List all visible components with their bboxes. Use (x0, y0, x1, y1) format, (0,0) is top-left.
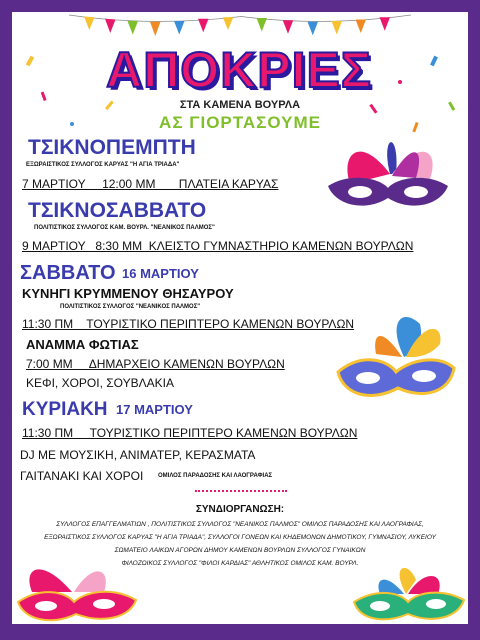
footer-line: ΕΞΩΡΑΙΣΤΙΚΟΣ ΣΥΛΛΟΓΟΣ ΚΑΡΥΑΣ "Η ΑΓΙΑ ΤΡΙΑΔΑ", ΣΥΛΛΟΓΟΙ ΓΟΝΕΩΝ ΚΑΙ ΚΗΔΕΜΟΝΩΝ ΔΗΜΟΤΙΚΟΥ, ΓΥΜΝΑΣΙΟΥ, ΛΥΚΕΙΟΥ (44, 534, 436, 541)
event-saturday-day: ΣΑΒΒΑΤΟ (20, 262, 116, 284)
poster (12, 12, 468, 624)
carnival-mask-icon (332, 302, 458, 412)
event-tsiknopempti-organizer: ΕΞΩΡΑΙΣΤΙΚΟΣ ΣΥΛΛΟΓΟΣ ΚΑΡΥΑΣ "Η ΑΓΙΑ ΤΡΙΑΔΑ" (26, 162, 180, 168)
event-sunday-extra-organizer: ΟΜΙΛΟΣ ΠΑΡΑΔΟΣΗΣ ΚΑΙ ΛΑΟΓΡΑΦΙΑΣ (158, 473, 273, 479)
poster-slogan: ΑΣ ΓΙΟΡΤΑΣΟΥΜΕ (159, 113, 321, 132)
carnival-mask-icon (12, 552, 142, 624)
poster-location: ΣΤΑ ΚΑΜΕΝΑ ΒΟΥΡΛΑ (179, 99, 301, 111)
footer-heading: ΣΥΝΔΙΟΡΓΑΝΩΣΗ: (195, 504, 285, 515)
carnival-mask-icon (350, 560, 468, 624)
event-saturday-date: 16 ΜΑΡΤΙΟΥ (122, 266, 199, 281)
event-treasure-hunt-details: 11:30 ΠΜ ΤΟΥΡΙΣΤΙΚΟ ΠΕΡΙΠΤΕΡΟ ΚΑΜΕΝΩΝ ΒΟΥΡΛΩΝ (22, 317, 355, 331)
event-sunday-details: 11:30 ΠΜ ΤΟΥΡΙΣΤΙΚΟ ΠΕΡΙΠΤΕΡΟ ΚΑΜΕΝΩΝ ΒΟΥΡΛΩΝ (22, 426, 358, 440)
footer-line: ΣΥΛΛΟΓΟΣ ΕΠΑΓΓΕΛΜΑΤΙΩΝ , ΠΟΛΙΤΙΣΤΙΚΟΣ ΣΥΛΛΟΓΟΣ "ΝΕΑΝΙΚΟΣ ΠΑΛΜΟΣ" ΟΜΙΛΟΣ ΠΑΡΑΔΟΣΗΣ ΚΑΙ ΛΑΟΓΡΑΦΙΑΣ, (56, 521, 424, 528)
event-tsiknosavvato-details: 9 ΜΑΡΤΙΟΥ 8:30 ΜΜ ΚΛΕΙΣΤΟ ΓΥΜΝΑΣΤΗΡΙΟ ΚΑΜΕΝΩΝ ΒΟΥΡΛΩΝ (22, 239, 414, 253)
event-tsiknosavvato-title: ΤΣΙΚΝΟΣΑΒΒΑΤΟ (28, 199, 207, 222)
event-sunday-extra-dj: DJ ΜΕ ΜΟΥΣΙΚΗ, ΑΝΙΜΑΤΕΡ, ΚΕΡΑΣΜΑΤΑ (20, 448, 256, 462)
poster-title: ΑΠΟΚΡΙΕΣ (106, 42, 372, 98)
event-tsiknosavvato-organizer: ΠΟΛΙΤΙΣΤΙΚΟΣ ΣΥΛΛΟΓΟΣ ΚΑΜ. ΒΟΥΡΛ. "ΝΕΑΝΙΚΟΣ ΠΑΛΜΟΣ" (34, 225, 215, 231)
event-bonfire-extra: ΚΕΦΙ, ΧΟΡΟΙ, ΣΟΥΒΛΑΚΙΑ (26, 376, 174, 390)
event-sunday-date: 17 ΜΑΡΤΙΟΥ (116, 402, 193, 417)
event-treasure-hunt-organizer: ΠΟΛΙΤΙΣΤΙΚΟΣ ΣΥΛΛΟΓΟΣ "ΝΕΑΝΙΚΟΣ ΠΑΛΜΟΣ" (60, 304, 201, 310)
event-tsiknopempti-details: 7 ΜΑΡΤΙΟΥ 12:00 ΜΜ ΠΛΑΤΕΙΑ ΚΑΡΥΑΣ (22, 177, 279, 191)
event-tsiknopempti-title: ΤΣΙΚΝΟΠΕΜΠΤΗ (28, 136, 196, 159)
divider (195, 490, 287, 492)
event-treasure-hunt-title: ΚΥΝΗΓΙ ΚΡΥΜΜΕΝΟΥ ΘΗΣΑΥΡΟΥ (22, 286, 234, 301)
event-sunday-day: ΚΥΡΙΑΚΗ (22, 399, 108, 420)
footer-line: ΦΙΛΟΖΩΙΚΟΣ ΣΥΛΛΟΓΟΣ "ΦΙΛΟΙ ΚΑΡΔΙΑΣ" ΑΘΛΗΤΙΚΟΣ ΟΜΙΛΟΣ ΚΑΜ. ΒΟΥΡΛ. (121, 560, 359, 567)
event-sunday-extra-maypole: ΓΑΙΤΑΝΑΚΙ ΚΑΙ ΧΟΡΟΙ (20, 469, 144, 483)
event-bonfire-title: ΑΝΑΜΜΑ ΦΩΤΙΑΣ (26, 337, 139, 352)
footer-line: ΣΩΜΑΤΕΙΟ ΛΑΙΚΩΝ ΑΓΟΡΩΝ ΔΗΜΟΥ ΚΑΜΕΝΩΝ ΒΟΥΡΛΩΝ ΣΥΛΛΟΓΟΣ ΓΥΝΑΙΚΩΝ (114, 547, 366, 554)
carnival-mask-icon (320, 134, 456, 214)
event-bonfire-details: 7:00 ΜΜ ΔΗΜΑΡΧΕΙΟ ΚΑΜΕΝΩΝ ΒΟΥΡΛΩΝ (26, 357, 285, 371)
